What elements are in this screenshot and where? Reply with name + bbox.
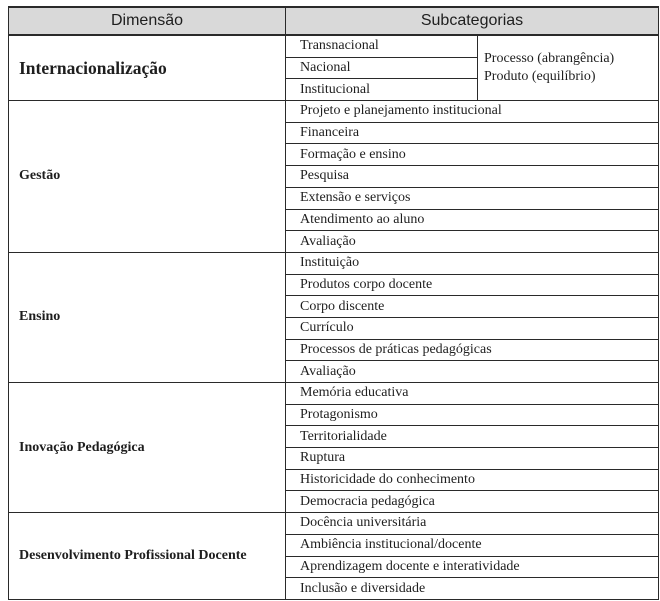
subcategory-cell: Formação e ensino: [286, 144, 659, 166]
subcategory-cell: Docência universitária: [286, 513, 659, 535]
subcategory-cell: Ambiência institucional/docente: [286, 534, 659, 556]
subcategory-cell: Institucional: [286, 79, 478, 101]
dimension-desenvolvimento-profissional-docente: Desenvolvimento Profissional Docente: [9, 513, 286, 600]
subcategory-cell: Protagonismo: [286, 404, 659, 426]
subcategory-cell: Corpo discente: [286, 296, 659, 318]
categories-table: [8, 6, 659, 600]
subcategory-cell: Avaliação: [286, 361, 659, 383]
table-row: [9, 383, 659, 405]
header-row: [9, 7, 659, 35]
subcategory-cell: Aprendizagem docente e interatividade: [286, 556, 659, 578]
table-row: [9, 252, 659, 274]
table-row: [9, 101, 659, 123]
header-subcategories: Subcategorias: [286, 7, 659, 35]
subcategory-cell: Ruptura: [286, 448, 659, 470]
table-row: [9, 513, 659, 535]
subcategory-cell: Transnacional: [286, 35, 478, 57]
header-dimension: Dimensão: [9, 7, 286, 35]
table-row: [9, 35, 659, 57]
internacionalizacao-note: [478, 35, 659, 101]
subcategory-cell: Produtos corpo docente: [286, 274, 659, 296]
dimension-gestao: Gestão: [9, 101, 286, 253]
subcategory-cell: Democracia pedagógica: [286, 491, 659, 513]
subcategory-cell: Instituição: [286, 252, 659, 274]
note-line: Processo (abrangência): [484, 51, 615, 67]
subcategory-cell: Nacional: [286, 57, 478, 79]
subcategory-cell: Currículo: [286, 317, 659, 339]
dimension-ensino: Ensino: [9, 252, 286, 382]
subcategory-cell: Avaliação: [286, 231, 659, 253]
subcategory-cell: Extensão e serviços: [286, 187, 659, 209]
subcategory-cell: Projeto e planejamento institucional: [286, 101, 659, 123]
subcategory-cell: Financeira: [286, 122, 659, 144]
subcategory-cell: Atendimento ao aluno: [286, 209, 659, 231]
dimension-inovacao-pedagogica: Inovação Pedagógica: [9, 383, 286, 513]
dimension-internacionalizacao: Internacionalização: [9, 35, 286, 101]
subcategory-cell: Historicidade do conhecimento: [286, 469, 659, 491]
subcategory-cell: Territorialidade: [286, 426, 659, 448]
subcategory-cell: Pesquisa: [286, 166, 659, 188]
subcategory-cell: Processos de práticas pedagógicas: [286, 339, 659, 361]
note-line: Produto (equilíbrio): [484, 69, 596, 85]
subcategory-cell: Memória educativa: [286, 383, 659, 405]
subcategory-cell: Inclusão e diversidade: [286, 578, 659, 600]
